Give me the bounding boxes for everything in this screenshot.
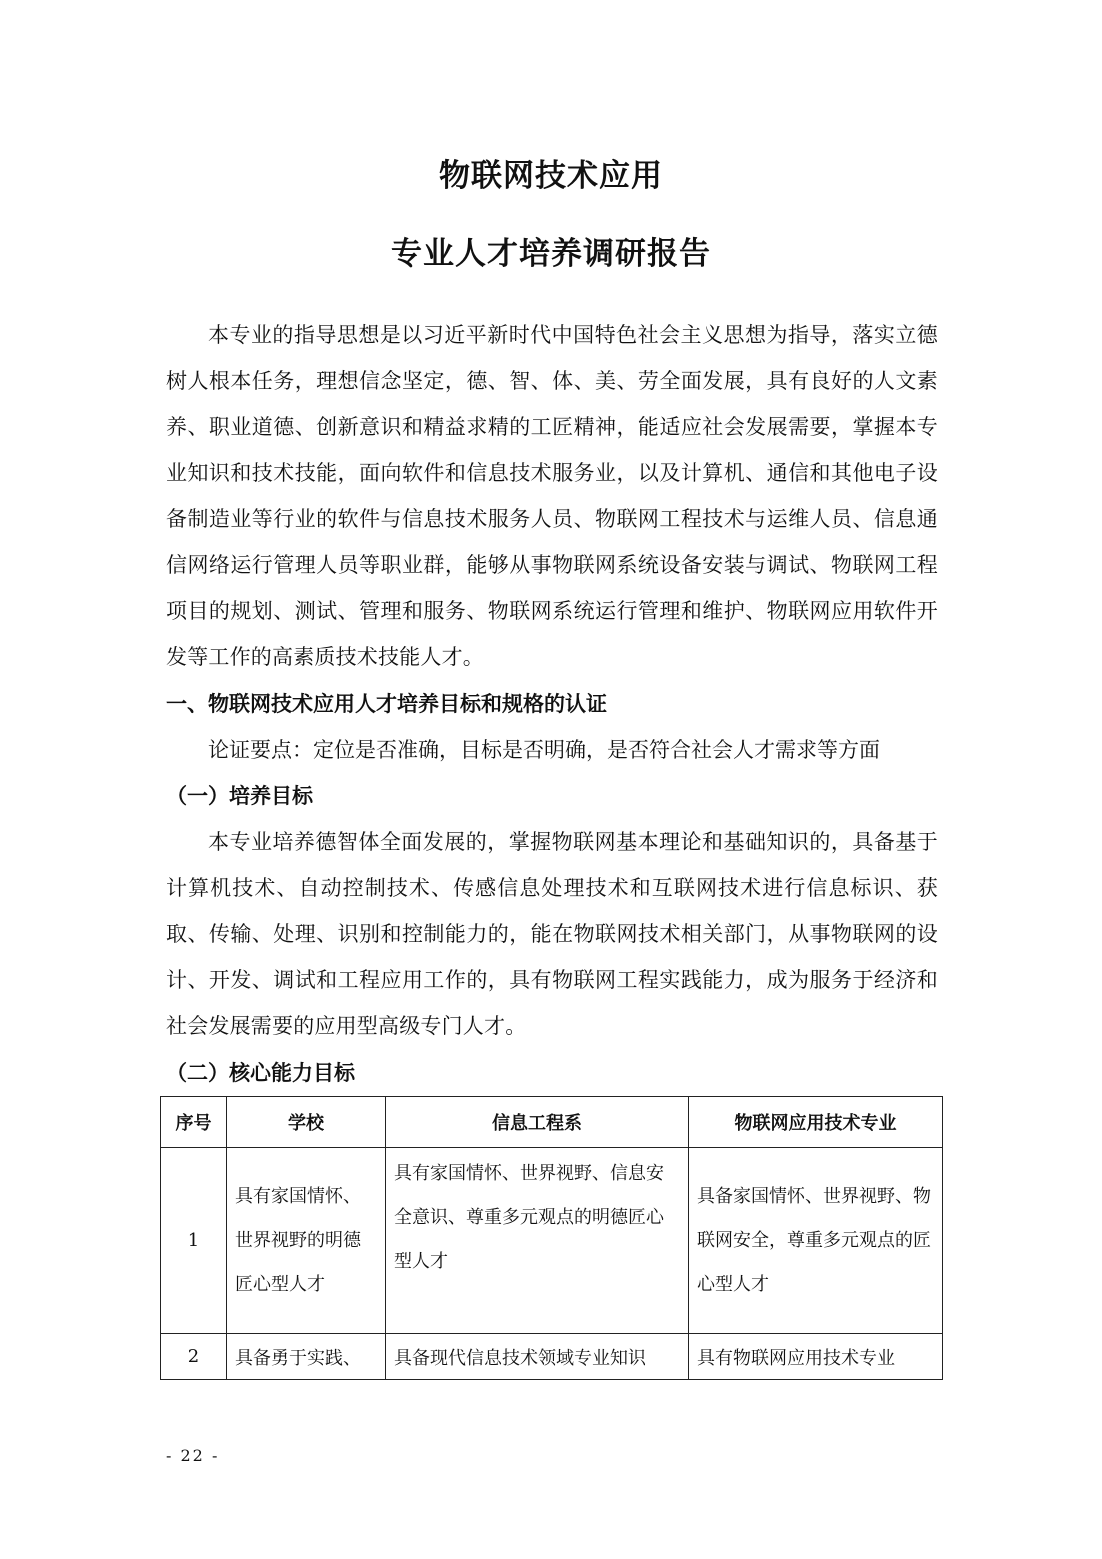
goal-paragraph-block: [166, 819, 938, 1049]
table-row: [161, 1148, 943, 1334]
page-subtitle: 专业人才培养调研报告: [391, 236, 711, 272]
cell-school-text: 具有家国情怀、世界视野的明德匠心型人才: [235, 1185, 361, 1295]
goal-paragraph: 本专业培养德智体全面发展的，掌握物联网基本理论和基础知识的，具备基于计算机技术、自动控制技术、传感信息处理技术和互联网技术进行信息标识、获取、传输、处理、识别和控制能力的，能在物联网技术相关部门，从事物联网的设计、开发、调试和工程应用工作的，具有物联网工程实践能力，成为服务于经济和社会发展需要的应用型高级专门人才。: [166, 830, 938, 1038]
cell-school: 具备勇于实践、: [227, 1334, 386, 1380]
intro-paragraph: 本专业的指导思想是以习近平新时代中国特色社会主义思想为指导，落实立德树人根本任务，理想信念坚定，德、智、体、美、劳全面发展，具有良好的人文素养、职业道德、创新意识和精益求精的工匠精神，能适应社会发展需要，掌握本专业知识和技术技能，面向软件和信息技术服务业，以及计算机、通信和其他电子设备制造业等行业的软件与信息技术服务人员、物联网工程技术与运维人员、信息通信网络运行管理人员等职业群，能够从事物联网系统设备安装与调试、物联网工程项目的规划、测试、管理和服务、物联网系统运行管理和维护、物联网应用软件开发等工作的高素质技术技能人才。: [166, 323, 938, 669]
header-index: 序号: [161, 1097, 227, 1148]
core-ability-table: [160, 1096, 943, 1380]
page-title: 物联网技术应用: [439, 158, 663, 194]
row-index: 1: [161, 1148, 227, 1334]
page-number: - 22 -: [166, 1446, 220, 1465]
section-note: 论证要点：定位是否准确，目标是否明确，是否符合社会人才需求等方面: [208, 738, 880, 762]
cell-department-text: 具有家国情怀、世界视野、信息安全意识、尊重多元观点的明德匠心型人才: [394, 1163, 664, 1272]
subsection-heading-core: （二）核心能力目标: [166, 1061, 355, 1085]
cell-major: [689, 1148, 943, 1334]
table-row: [161, 1334, 943, 1380]
header-school: 学校: [227, 1097, 386, 1148]
section-heading: 一、物联网技术应用人才培养目标和规格的认证: [166, 692, 607, 716]
subsection-heading-goal: （一）培养目标: [166, 784, 313, 808]
cell-major: 具有物联网应用技术专业: [689, 1334, 943, 1380]
header-major: 物联网应用技术专业: [689, 1097, 943, 1148]
intro-paragraph-block: [166, 312, 938, 680]
row-index: 2: [161, 1334, 227, 1380]
header-department: 信息工程系: [386, 1097, 689, 1148]
table-header-row: [161, 1097, 943, 1148]
cell-major-text: 具备家国情怀、世界视野、物联网安全，尊重多元观点的匠心型人才: [697, 1185, 931, 1295]
cell-department: [386, 1148, 689, 1334]
cell-department: 具备现代信息技术领域专业知识: [386, 1334, 689, 1380]
cell-school: [227, 1148, 386, 1334]
